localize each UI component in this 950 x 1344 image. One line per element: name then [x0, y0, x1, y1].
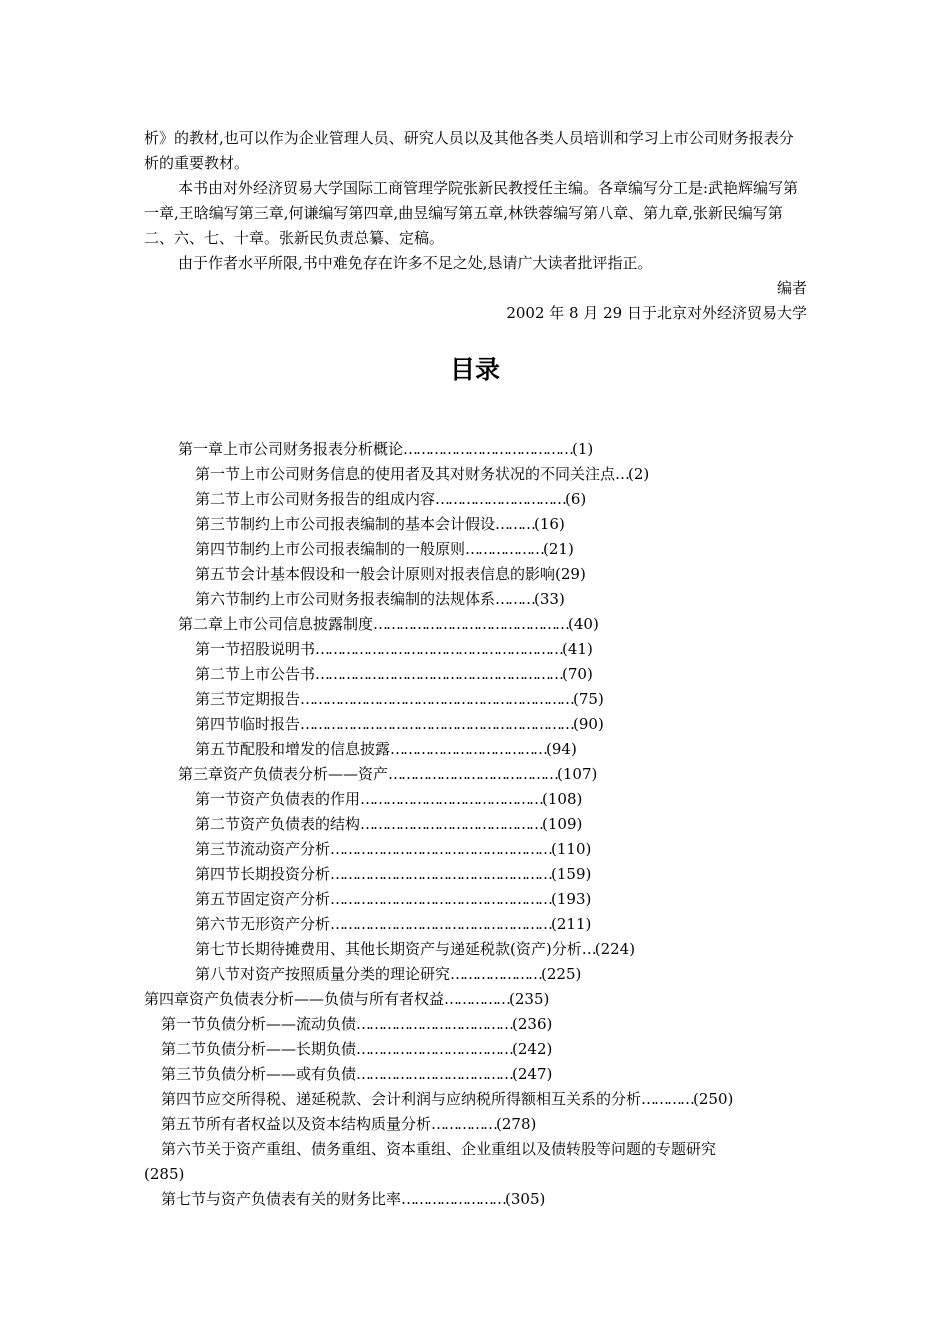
- toc-entry-title: 第八节对资产按照质量分类的理论研究: [195, 965, 451, 983]
- preface-signature: 编者: [776, 279, 807, 297]
- toc-leader-dots: …………………: [450, 965, 542, 983]
- toc-entry: [0, 937, 950, 962]
- toc-page-number: (29): [555, 565, 586, 583]
- toc-entry-title: 第三节流动资产分析: [195, 840, 331, 858]
- toc-entry-title: 第六节制约上市公司财务报表编制的法规体系: [195, 590, 496, 608]
- toc-leader-dots: ………………………………………………………: [300, 715, 574, 733]
- toc-leader-dots: ……………………………………………: [330, 890, 552, 908]
- toc-page-number: (1): [572, 440, 594, 458]
- toc-leader-dots: ……………………………………: [360, 815, 543, 833]
- toc-entry: [0, 462, 950, 487]
- toc-entry: [0, 437, 950, 462]
- toc-page-number: (278): [496, 1115, 537, 1133]
- toc-page-number: (235): [509, 990, 550, 1008]
- toc-page-number: (41): [562, 640, 593, 658]
- toc-entry: [0, 1137, 950, 1162]
- toc-entry: [0, 1162, 950, 1187]
- toc-entry: [0, 512, 950, 537]
- toc-page-number: (305): [505, 1190, 546, 1208]
- toc-entry: [0, 787, 950, 812]
- toc-entry-title: 第四章资产负债表分析——负债与所有者权益: [144, 990, 445, 1008]
- toc-entry: [0, 487, 950, 512]
- toc-entry: [0, 637, 950, 662]
- toc-entry: [0, 612, 950, 637]
- toc-entry-title: 第三节制约上市公司报表编制的基本会计假设: [195, 515, 496, 533]
- toc-entry: [0, 837, 950, 862]
- toc-leader-dots: ………: [495, 590, 535, 608]
- toc-leader-dots: ………: [495, 515, 535, 533]
- toc-leader-dots: ………………………………: [390, 740, 547, 758]
- toc-entry-title: 第一章上市公司财务报表分析概论: [178, 440, 404, 458]
- toc-entry-title: 第七节长期待摊费用、其他长期资产与递延税款(资产)分析: [195, 940, 582, 958]
- toc-entry: [0, 987, 950, 1012]
- toc-entry-title: 第一节上市公司财务信息的使用者及其对财务状况的不同关注点: [195, 465, 616, 483]
- toc-leader-dots: ………………………………: [356, 1040, 513, 1058]
- toc-leader-dots: ………………………………: [356, 1065, 513, 1083]
- toc-page-number: (2): [628, 465, 650, 483]
- toc-leader-dots: …: [581, 940, 595, 958]
- toc-entry: [0, 562, 950, 587]
- table-of-contents: [0, 437, 950, 1212]
- toc-entry-title: 第四节临时报告: [195, 715, 301, 733]
- toc-page-number: (247): [512, 1065, 553, 1083]
- toc-entry: [0, 537, 950, 562]
- toc-page-number: (33): [534, 590, 565, 608]
- toc-leader-dots: ………………: [465, 540, 544, 558]
- toc-leader-dots: …………………………………………………: [315, 665, 563, 683]
- toc-entry: [0, 687, 950, 712]
- toc-leader-dots: …………………………………: [403, 440, 573, 458]
- toc-entry-title: 第二节上市公告书: [195, 665, 316, 683]
- preface-date: 2002 年 8 月 29 日于北京对外经济贸易大学: [506, 304, 807, 322]
- toc-page-number: (285): [144, 1165, 185, 1183]
- toc-entry-title: 第五节配股和增发的信息披露: [195, 740, 391, 758]
- toc-entry-title: 第二节上市公司财务报告的组成内容: [195, 490, 436, 508]
- toc-entry-title: 第五节固定资产分析: [195, 890, 331, 908]
- toc-page-number: (211): [551, 915, 592, 933]
- toc-page-number: (16): [534, 515, 565, 533]
- toc-entry-title: 第一节招股说明书: [195, 640, 316, 658]
- toc-entry: [0, 887, 950, 912]
- toc-page-number: (225): [541, 965, 582, 983]
- toc-leader-dots: …: [615, 465, 629, 483]
- toc-page-number: (242): [512, 1040, 553, 1058]
- toc-entry-title: 第四节制约上市公司报表编制的一般原则: [195, 540, 466, 558]
- preface-paragraph: 析》的教材,也可以作为企业管理人员、研究人员以及其他各类人员培训和学习上市公司财务报表分析的重要教材。: [144, 129, 794, 172]
- toc-title: 目录: [449, 355, 500, 384]
- toc-leader-dots: …………………………………: [388, 765, 558, 783]
- toc-leader-dots: ……………: [431, 1115, 497, 1133]
- toc-leader-dots: ……………………………………………: [330, 915, 552, 933]
- toc-entry-title: 第二节资产负债表的结构: [195, 815, 361, 833]
- toc-entry: [0, 912, 950, 937]
- toc-entry: [0, 1012, 950, 1037]
- toc-leader-dots: ……………………………………………: [330, 840, 552, 858]
- toc-page-number: (159): [551, 865, 592, 883]
- toc-leader-dots: …………: [641, 1090, 694, 1108]
- toc-entry-title: 第三节定期报告: [195, 690, 301, 708]
- toc-page-number: (107): [557, 765, 598, 783]
- toc-entry: [0, 1037, 950, 1062]
- toc-entry: [0, 1112, 950, 1137]
- toc-page-number: (40): [568, 615, 599, 633]
- toc-page-number: (193): [551, 890, 592, 908]
- toc-entry: [0, 862, 950, 887]
- toc-entry-title: 第五节所有者权益以及资本结构质量分析: [161, 1115, 432, 1133]
- toc-entry-title: 第七节与资产负债表有关的财务比率: [161, 1190, 402, 1208]
- toc-leader-dots: ………………………………: [356, 1015, 513, 1033]
- toc-page-number: (108): [542, 790, 583, 808]
- toc-entry-title: 第三章资产负债表分析——资产: [178, 765, 389, 783]
- toc-leader-dots: ……………………………………………: [330, 865, 552, 883]
- toc-page-number: (94): [546, 740, 577, 758]
- preface-paragraph: 由于作者水平所限,书中难免存在许多不足之处,恳请广大读者批评指正。: [178, 254, 653, 272]
- toc-entry-title: 第二节负债分析——长期负债: [161, 1040, 357, 1058]
- toc-entry: [0, 1062, 950, 1087]
- toc-leader-dots: ………………………………………: [373, 615, 569, 633]
- toc-entry-title: 第六节关于资产重组、债务重组、资本重组、企业重组以及债转股等问题的专题研究: [161, 1140, 717, 1158]
- toc-entry-title: 第一节资产负债表的作用: [195, 790, 361, 808]
- toc-leader-dots: …………………………: [435, 490, 566, 508]
- toc-entry-title: 第二章上市公司信息披露制度: [178, 615, 374, 633]
- toc-leader-dots: ………………………………………………………: [300, 690, 574, 708]
- toc-entry: [0, 712, 950, 737]
- toc-entry-title: 第四节应交所得税、递延税款、会计利润与应纳税所得额相互关系的分析: [161, 1090, 642, 1108]
- toc-page-number: (110): [551, 840, 592, 858]
- toc-page-number: (236): [512, 1015, 553, 1033]
- toc-page-number: (6): [565, 490, 587, 508]
- toc-page-number: (21): [543, 540, 574, 558]
- toc-page-number: (90): [573, 715, 604, 733]
- toc-leader-dots: ……………: [444, 990, 510, 1008]
- toc-entry: [0, 962, 950, 987]
- toc-entry: [0, 762, 950, 787]
- toc-entry-title: 第三节负债分析——或有负债: [161, 1065, 357, 1083]
- toc-leader-dots: …………………………………………………: [315, 640, 563, 658]
- toc-entry-title: 第五节会计基本假设和一般会计原则对报表信息的影响: [195, 565, 556, 583]
- toc-entry: [0, 737, 950, 762]
- toc-page-number: (109): [542, 815, 583, 833]
- toc-entry: [0, 812, 950, 837]
- toc-entry-title: 第六节无形资产分析: [195, 915, 331, 933]
- toc-entry: [0, 1087, 950, 1112]
- toc-entry: [0, 587, 950, 612]
- toc-page-number: (224): [594, 940, 636, 958]
- toc-page-number: (75): [573, 690, 604, 708]
- toc-entry-title: 第一节负债分析——流动负债: [161, 1015, 357, 1033]
- toc-page-number: (70): [562, 665, 593, 683]
- toc-page-number: (250): [693, 1090, 734, 1108]
- toc-leader-dots: ……………………: [401, 1190, 506, 1208]
- toc-entry-title: 第四节长期投资分析: [195, 865, 331, 883]
- toc-entry: [0, 1187, 950, 1212]
- preface-paragraph: 本书由对外经济贸易大学国际工商管理学院张新民教授任主编。各章编写分工是:武艳辉编写第一章,王晗编写第三章,何谦编写第四章,曲昱编写第五章,林铁蓉编写第八章、第九章,张新民编写第二、六、七、十章。张新民负责总纂、定稿。: [144, 179, 799, 247]
- toc-entry: [0, 662, 950, 687]
- toc-leader-dots: ……………………………………: [360, 790, 543, 808]
